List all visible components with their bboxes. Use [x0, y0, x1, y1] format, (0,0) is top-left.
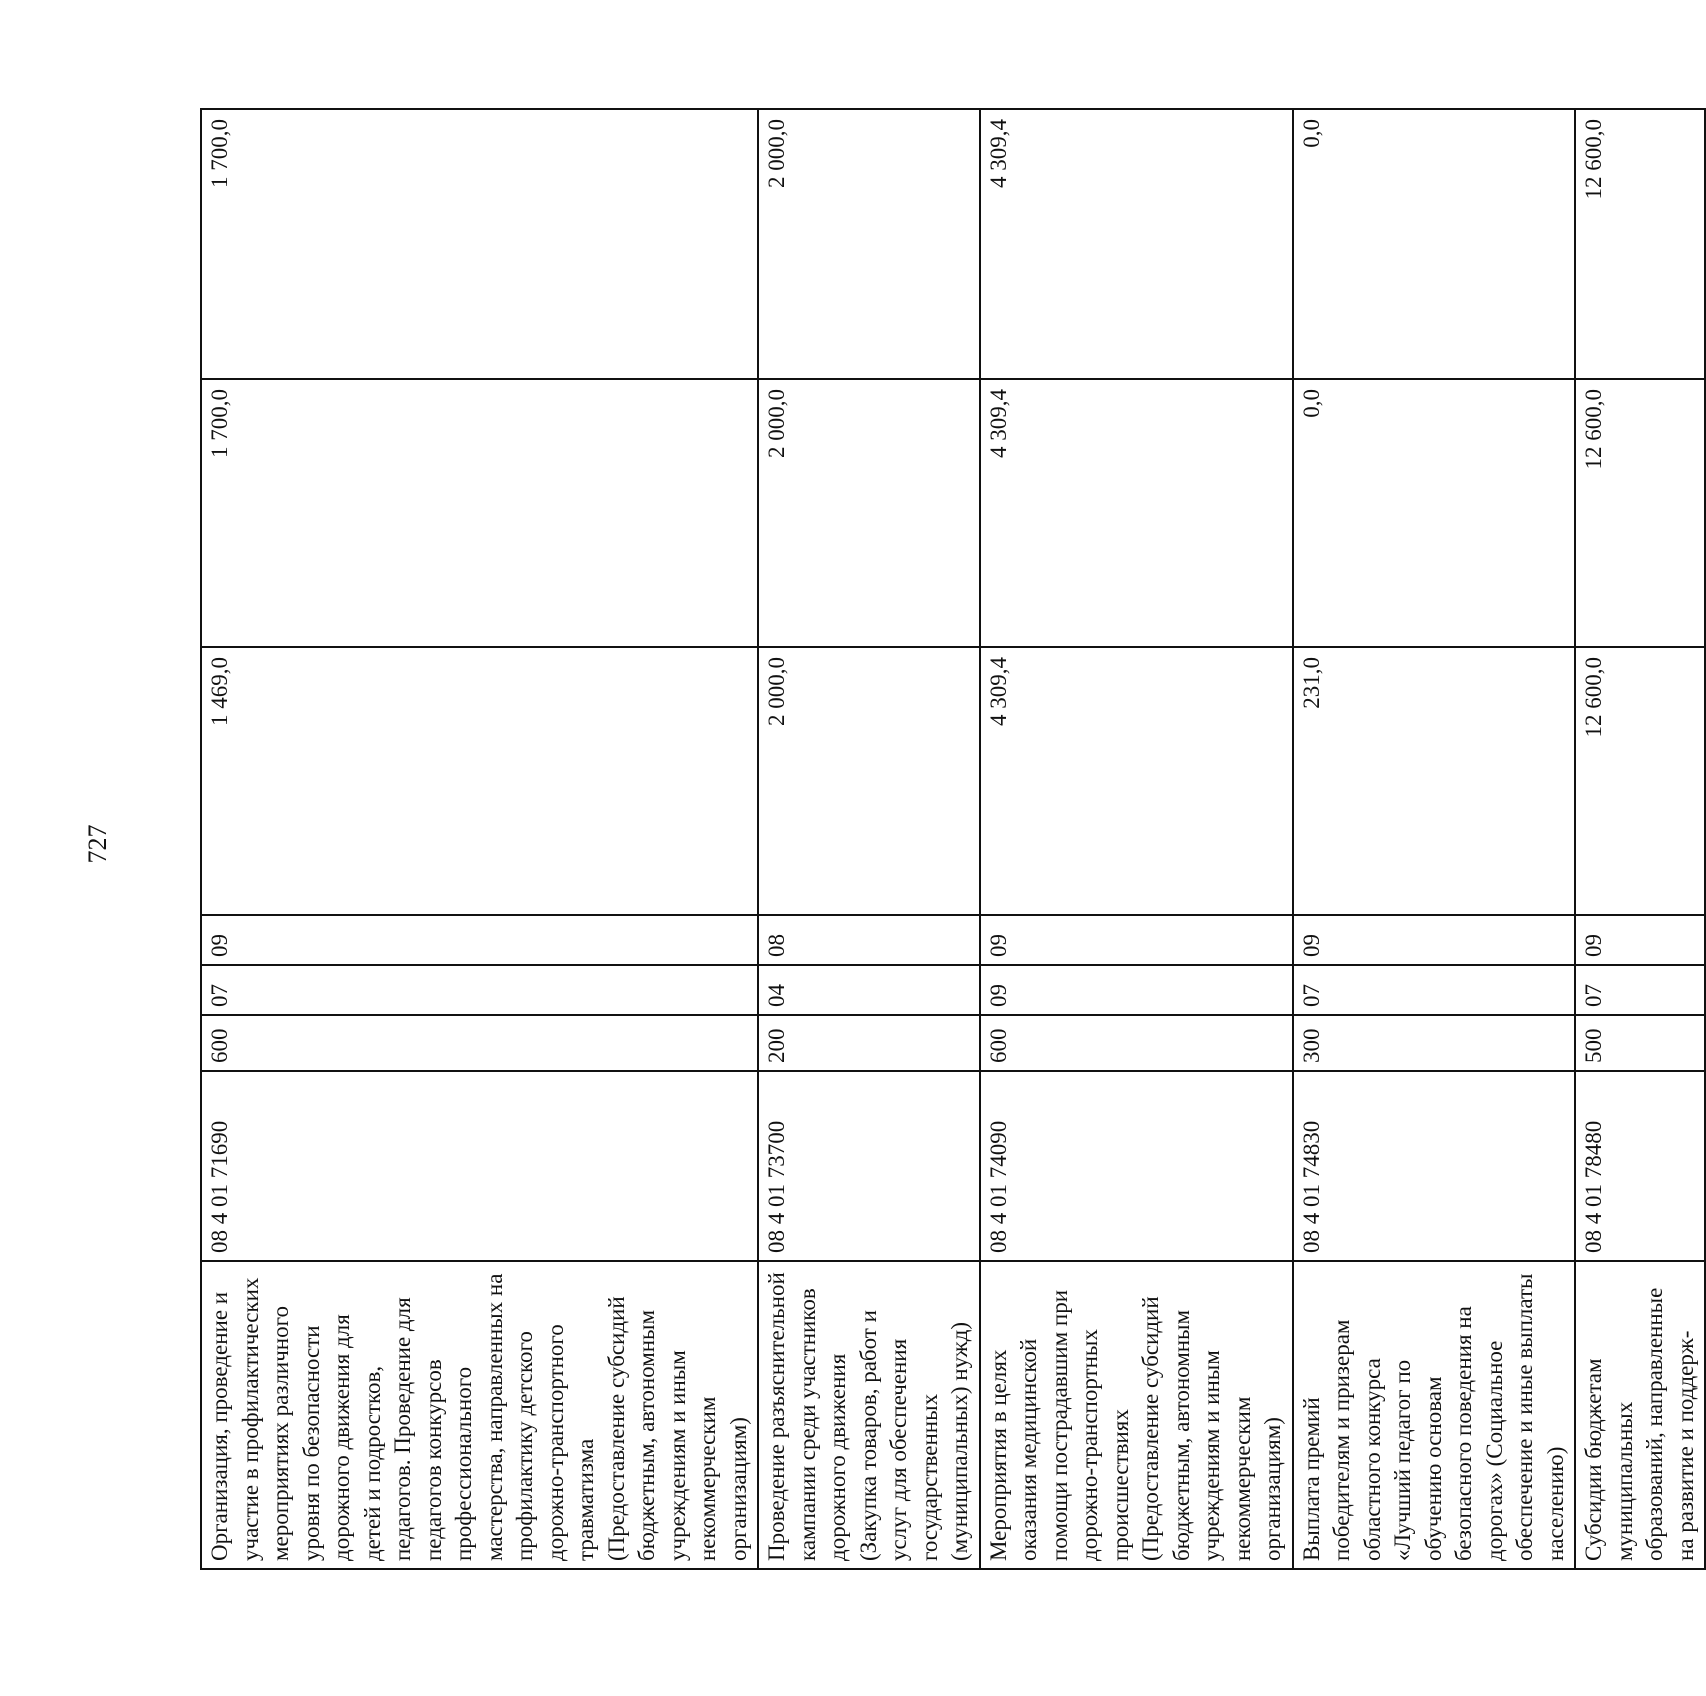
row-amount-1: 1 469,0 — [201, 647, 758, 915]
row-description: Выплата премий победителям и призерам областного конкурса «Лучший педагог по обучению основам безопасного поведения на дорогах» (Социальное обеспечение и иные выплаты населению) — [1293, 1261, 1576, 1569]
row-section: 04 — [758, 965, 980, 1015]
row-description: Проведение разъяснительной кампании среди участников дорожного движения (Закупка товаров, работ и услуг для обеспечения государственных (муниципальных) нужд) — [758, 1261, 980, 1569]
table-row — [1575, 109, 1705, 1569]
row-subsection: 09 — [1293, 915, 1576, 965]
row-target-code: 08 4 01 78480 — [1575, 1071, 1705, 1261]
row-section: 09 — [980, 965, 1293, 1015]
table-row — [201, 109, 758, 1569]
row-amount-2: 0,0 — [1293, 379, 1576, 647]
row-section: 07 — [201, 965, 758, 1015]
budget-table — [200, 108, 1706, 1570]
row-expense-type: 300 — [1293, 1015, 1576, 1071]
row-amount-2: 2 000,0 — [758, 379, 980, 647]
row-subsection: 09 — [980, 915, 1293, 965]
row-expense-type: 200 — [758, 1015, 980, 1071]
row-expense-type: 500 — [1575, 1015, 1705, 1071]
row-section: 07 — [1293, 965, 1576, 1015]
row-amount-1: 231,0 — [1293, 647, 1576, 915]
row-amount-2: 12 600,0 — [1575, 379, 1705, 647]
row-subsection: 08 — [758, 915, 980, 965]
table-row — [980, 109, 1293, 1569]
row-amount-3: 2 000,0 — [758, 109, 980, 379]
row-amount-3: 4 309,4 — [980, 109, 1293, 379]
row-expense-type: 600 — [201, 1015, 758, 1071]
row-amount-2: 1 700,0 — [201, 379, 758, 647]
row-section: 07 — [1575, 965, 1705, 1015]
row-target-code: 08 4 01 73700 — [758, 1071, 980, 1261]
row-amount-1: 12 600,0 — [1575, 647, 1705, 915]
page-number: 727 — [83, 824, 112, 864]
row-description: Мероприятия в целях оказания медицинской помощи пострадавшим при дорожно-транспортных происшествиях (Предоставление субсидий бюджетным, автономным учреждениям и иным некоммерческим организациям) — [980, 1261, 1293, 1569]
row-amount-1: 2 000,0 — [758, 647, 980, 915]
row-target-code: 08 4 01 74830 — [1293, 1071, 1576, 1261]
row-target-code: 08 4 01 71690 — [201, 1071, 758, 1261]
row-description: Организация, проведение и участие в профилактических мероприятиях различного уровня по безопасности дорожного движения для детей и подростков, педагогов. Проведение для педагогов конкурсов профессионального мастерства, направленных на профилактику детского дорожно-транспортного травматизма (Предоставление субсидий бюджетным, автономным учреждениям и иным некоммерческим организациям) — [201, 1261, 758, 1569]
row-amount-3: 1 700,0 — [201, 109, 758, 379]
table-row — [1293, 109, 1576, 1569]
table-row — [758, 109, 980, 1569]
row-expense-type: 600 — [980, 1015, 1293, 1071]
row-description: Субсидии бюджетам муниципальных образований, направленные на развитие и поддерж- — [1575, 1261, 1705, 1569]
row-amount-3: 12 600,0 — [1575, 109, 1705, 379]
row-target-code: 08 4 01 74090 — [980, 1071, 1293, 1261]
row-subsection: 09 — [201, 915, 758, 965]
row-amount-2: 4 309,4 — [980, 379, 1293, 647]
budget-table-container — [200, 110, 1698, 1570]
row-amount-1: 4 309,4 — [980, 647, 1293, 915]
row-amount-3: 0,0 — [1293, 109, 1576, 379]
row-subsection: 09 — [1575, 915, 1705, 965]
